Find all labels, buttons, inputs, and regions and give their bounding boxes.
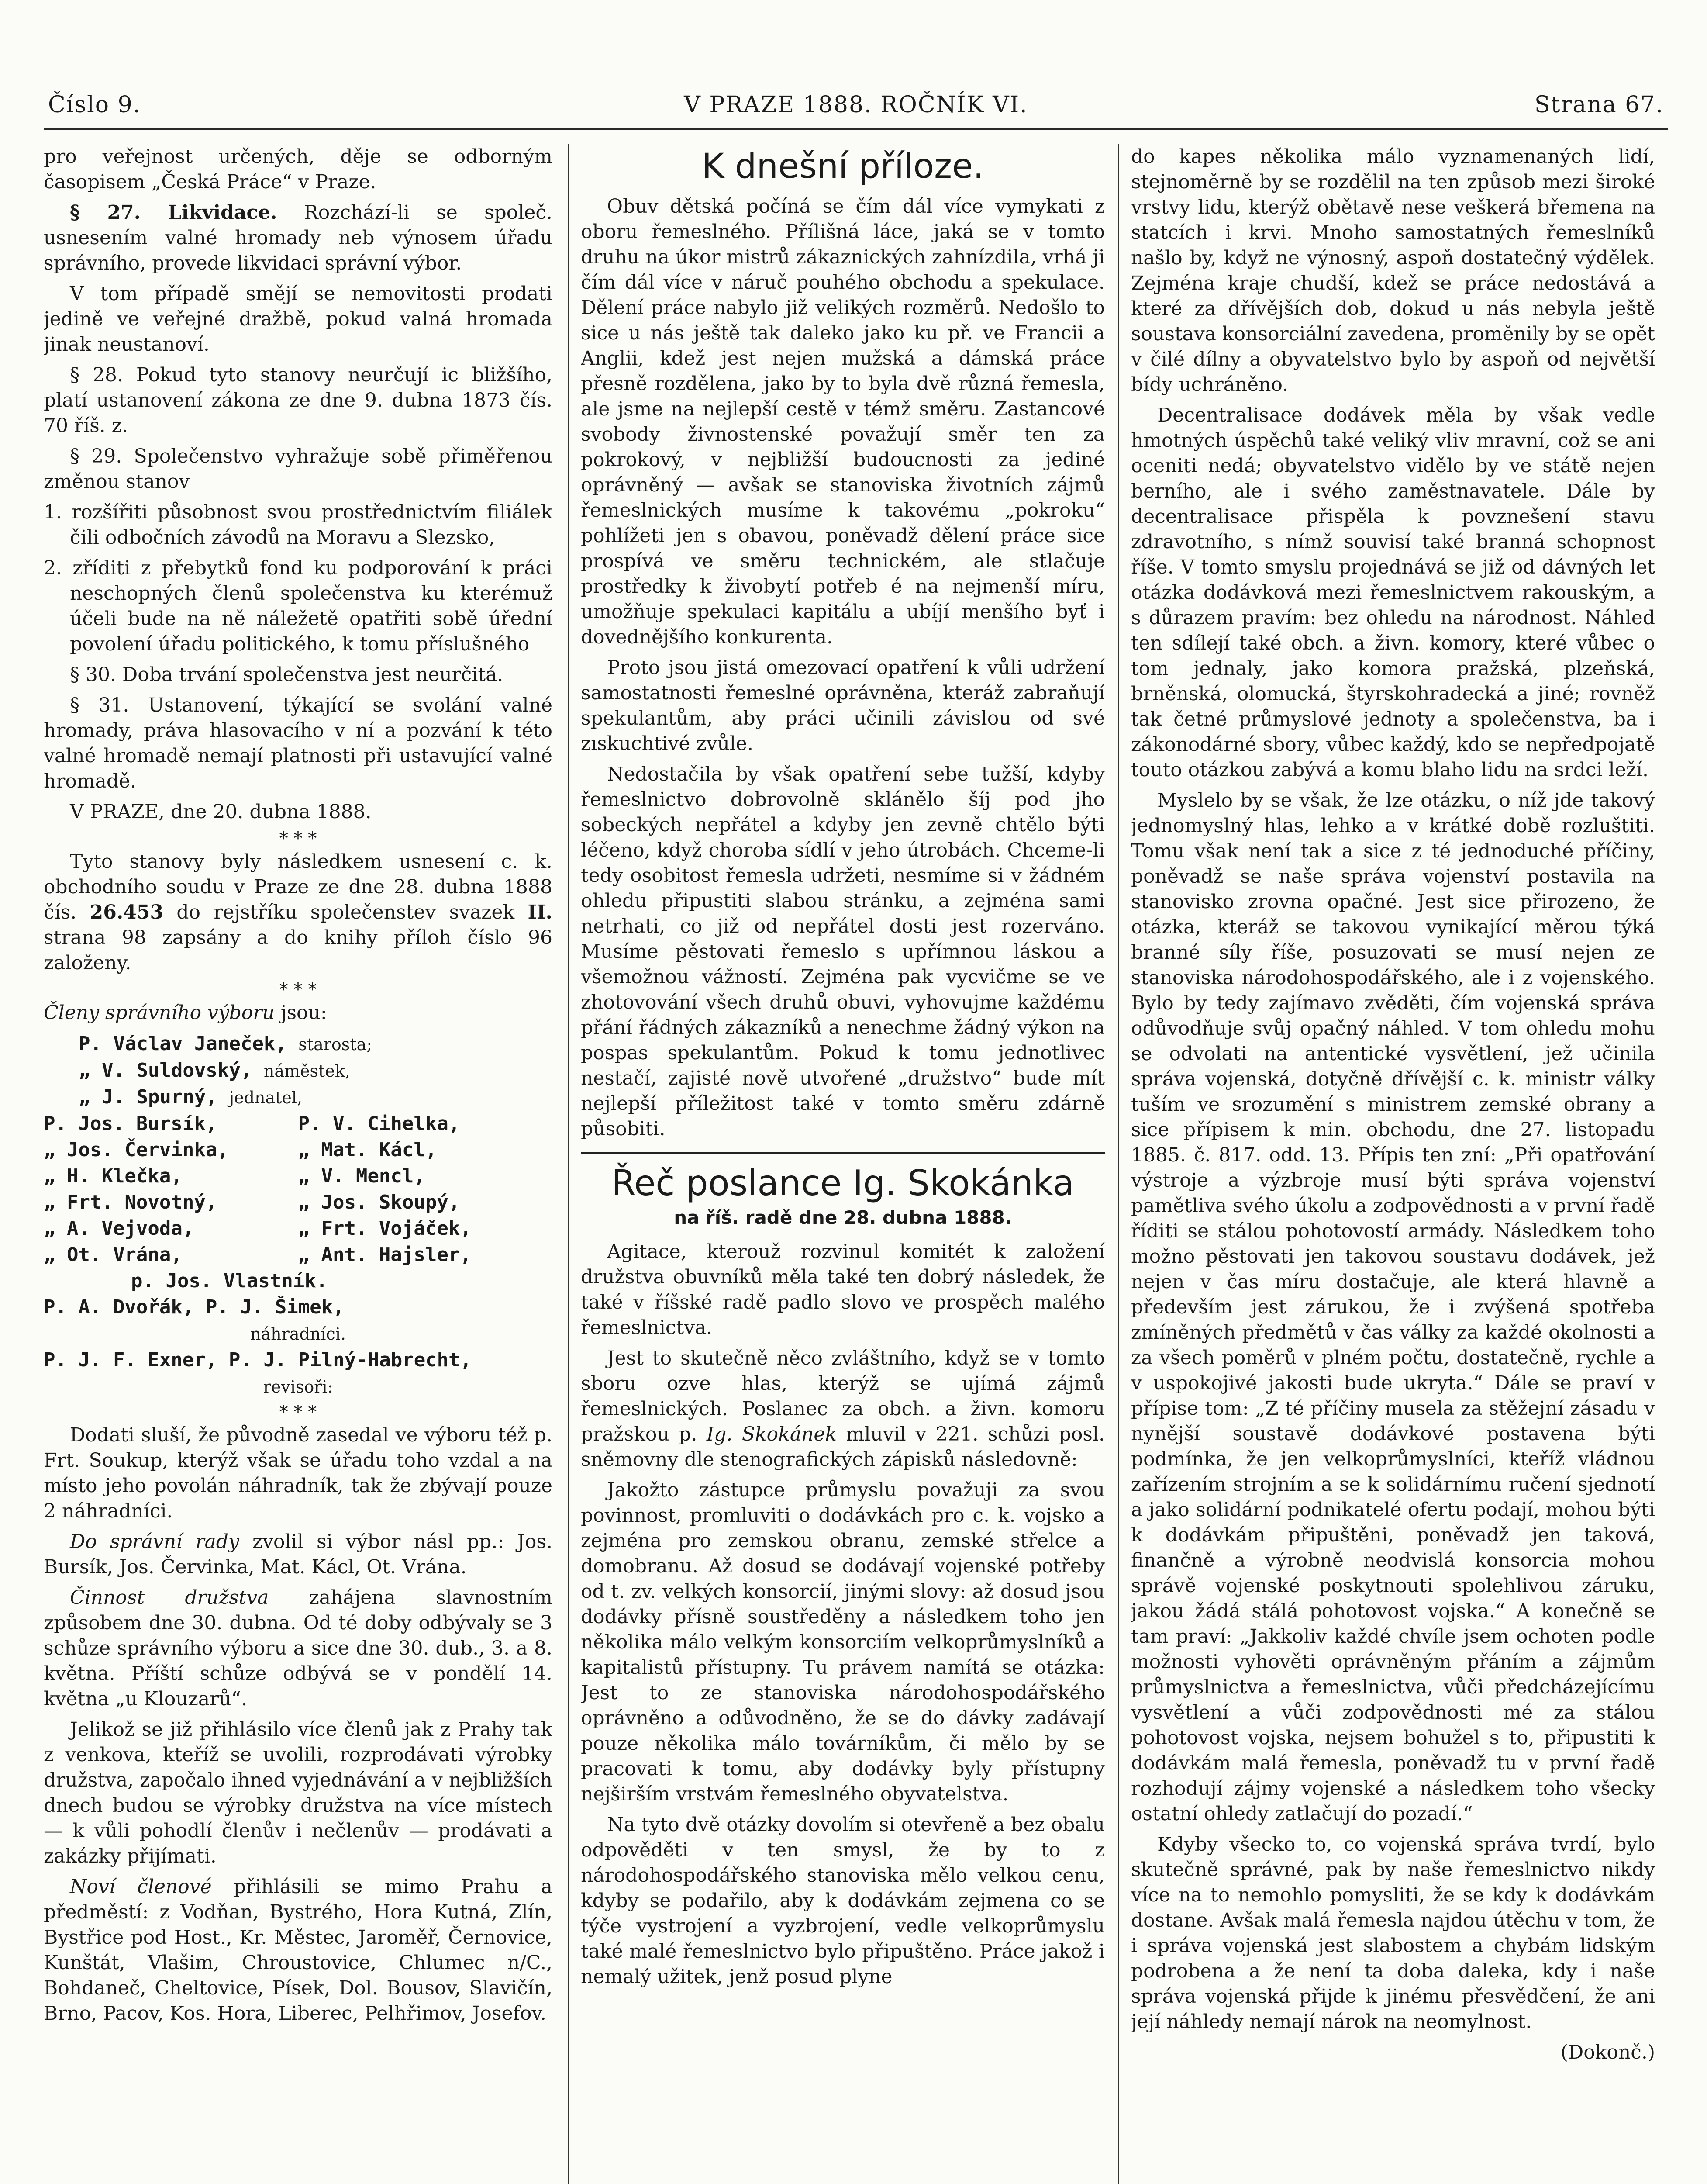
member-name: „ Ant. Hajsler, <box>298 1244 472 1266</box>
column-2 <box>581 144 1105 2184</box>
member-pair <box>44 1163 552 1189</box>
text: přihlásili se mimo Prahu a předměstí: z Vodňan, Bystrého, Hora Kutná, Zlín, Bystřice pod Host., Kr. Městec, Jaroměř, Černovice, Kunštát, Vlašim, Chroustovice, Chlumec n/C., Bohdaneč, Cheltovice, Písek, Dol. Bousov, Slavičín, Brno, Pacov, Kos. Hora, Liberec, Pelhřimov, Josefov. <box>44 1876 552 2025</box>
member-line <box>44 1031 552 1057</box>
member-name: „ H. Klečka, <box>44 1165 183 1187</box>
separator-stars: * * * <box>279 980 317 1000</box>
paragraph <box>581 1346 1105 1472</box>
paragraph-27 <box>44 200 552 276</box>
member-line: p. Jos. Vlastník. <box>131 1270 328 1292</box>
masthead-date: V PRAZE 1888. ROČNÍK VI. <box>684 92 1028 118</box>
text: jsou: <box>280 1002 327 1024</box>
registration-number: 26.453 <box>90 901 164 923</box>
paragraph: Agitace, kterouž rozvinul komitét k založení družstva obuvníků měla také ten dobrý následek, že také v říšské radě padlo slovo ve prospěch malého řemeslnictva. <box>581 1241 1105 1339</box>
member-role: náměstek, <box>263 1061 350 1081</box>
text: do rejstříku společenstev svazek <box>176 901 515 923</box>
auditors-line: P. J. F. Exner, P. J. Pilný-Habrecht, <box>44 1349 472 1371</box>
separator-stars: * * * <box>279 1402 317 1422</box>
paragraph: Proto jsou jistá omezovací opatření k vůli udržení samostatnosti řemeslné oprávněna, kteráž zabraňují spekulantům, aby práci učinili závislou od své zıskuchtivé zvůle. <box>581 657 1105 755</box>
speech-subtitle: na říš. radě dne 28. dubna 1888. <box>674 1207 1012 1228</box>
paragraph <box>44 1874 552 2026</box>
member-pair <box>44 1189 552 1216</box>
column-divider-2 <box>1118 144 1119 2184</box>
paragraph <box>44 1585 552 1712</box>
member-name: „ Mat. Kácl, <box>298 1139 437 1161</box>
to-be-continued: (Dokonč.) <box>1560 2041 1655 2063</box>
text: strana 98 zapsány a do knihy příloh číslo 96 založeny. <box>44 926 552 974</box>
member-name: „ A. Vejvoda, <box>44 1217 194 1240</box>
alternates-note <box>44 1320 552 1347</box>
list-item: 2. zříditi z přebytků fond ku podporování k práci neschopných členů společenstva ku kterémuž účeli bude na ně náležetě opatřiti sobě úřední povolení úřadu politického, k tomu příslušného <box>44 557 552 655</box>
list-item: 1. rozšířiti působnost svou prostřednictvím filiálek čili odbočních závodů na Moravu a Slezsko, <box>44 501 552 549</box>
paragraph: Jelikož se již přihlásilo více členů jak z Prahy tak z venkova, kteříž se uvolili, rozprodávati výrobky družstva, započalo ihned vyjednávání a v nejbližších dnech budou se výrobky družstva na více místech — k vůli pohodlí členův i nečlenův — prodávati a zakázky přijímati. <box>44 1718 552 1867</box>
paragraph <box>44 1529 552 1580</box>
paragraph: do kapes několika málo vyznamenaných lidí, stejnoměrně by se rozdělil na ten způsob mezi široké vrstvy lidu, kterýž obětavě nese veškerá břemena na statcích i krvi. Mnoho samostatných řemeslníků našlo by, když ne výnosný, aspoň dostatečný výdělek. Zejména kraje chudší, kdež se práce nedostává a které za dřívějších dob, dokud u nás nebyla ještě soustava konsorciální zavedena, proměnily by se opět v čilé dílny a obyvatelstvo bylo by aspoň od největší bídy uchráněno. <box>1131 145 1655 396</box>
paragraph: § 31. Ustanovení, týkající se svolání valné hromady, práva hlasovacího v ní a pozvání k této valné hromadě nemají platnosti při ustavující valné hromadě. <box>44 694 552 792</box>
text: mluvil v 221. schůzi posl. sněmovny dle stenografických zápisků následovně: <box>581 1423 1105 1471</box>
members-heading <box>44 1000 552 1026</box>
member-name: „ J. Spurný, <box>79 1086 217 1108</box>
member-role: starosta; <box>298 1035 372 1054</box>
paragraph-text: Rozchází-li se společ. usnesením valné hromady neb výnosem úřadu správního, provede likvidaci správní výbor. <box>44 201 552 274</box>
paragraph: Myslelo by se však, že lze otázku, o níž jde takový jednomyslný hlas, lehko a v krátké době rozluštiti. Tomu však není tak a sice z té jednoduché příčiny, poněvadž se naše správa vojenství postavila na stanovisko zrovna opačné. Jest sice přirozeno, že otázka, kteráž se takovou vynikající měrou týká branné síly říše, posuzovati se musí nejen ze stanoviska národohospodářského, ale i z vojenského. Bylo by tedy zajímavo zvěděti, čím vojenská správa odůvodňuje svůj opačný náhled. V tom ohledu mohu se odvolati na antentické vysvětlení, jež učinila správa vojenská, dotyčně dřívější c. k. ministr války tuším ve srozumění s ministrem zemské obrany a sice přípisem k min. obchodu, dne 27. listopadu 1885. č. 817. odd. 13. Přípis ten zní: „Při opatřování výstroje a výzbroje musí býti správa vojenství pamětliva svého úkolu a zodpovědnosti a v první řadě říditi se stálou pohotovostí armády. Následkem toho možno pěstovati jen takovou soustavu dodávek, jež nejen v čas míru dostačuje, ale která hlavně a především jest zárukou, že i zvýšená spotřeba zmíněných předmětů v čas války za každé okolnosti a za všech poměrů v plném počtu, dostatečně, rychle a v uspokojivé jakosti bude ukryta.“ Dále se praví v přípise tom: „Z té příčiny musela za stěžejní zásadu v nynější soustavě dodávkové postavena býti podmínka, že jen velkoprůmyslníci, kteříž vládnou zařízením strojním a se k solidárnímu ručení sjednotí a jako solidární podnikatelé ofertu podají, mohou býti k dodávkám připuštěni, poněvadž jen taková, finančně a výrobně neodvislá konsorcia mohou správě vojenské poskytnouti spolehlivou záruku, jakou žádá stálá pohotovost vojska.“ A konečně se tam praví: „Jakkoliv každé chvíle jsem ochoten podle možnosti vyhověti oprávněným přáním a zájmům průmyslnictva a řemeslnictva, vůči předcházejícímu vysvětlení a vůči zodpovědnosti mé za stálou pohotovost vojska, nejsem bohužel s to, připustiti k dodávkám malá řemesla, poněvadž tu v první řadě rozhodují zájmy vojenské a následkem toho všecky ostatní ohledy zatlačují do pozadí.“ <box>1131 789 1655 1825</box>
member-pair <box>44 1137 552 1163</box>
member-name: „ Ot. Vrána, <box>44 1244 183 1266</box>
page-number: Strana 67. <box>1534 92 1664 118</box>
clause-list <box>44 500 552 657</box>
paragraph: Jakožto zástupce průmyslu považuji za svou povinnost, promluviti o dodávkách pro c. k. vojsko a zejména pro zemskou obranu, zemské střelce a domobranu. Až dosud se dodávají vojenské potřeby od t. zv. velkých konsorcií, jinými slovy: až dosud jsou dodávky přísně soustředěny a následkem toho jen několika málo velkým konsorciím velkoprůmyslníků a kapitalistů přístupny. Tu právem namítá se otázka: Jest to ze stanoviska národohospodářského oprávněno a odůvodněno, že se do dávky zadávají pouze několika málo továrníkům, či mělo by se pracovati k tomu, aby dodávky byly přístupny nejširším vrstvám řemeslného obyvatelstva. <box>581 1479 1105 1805</box>
member-pair <box>44 1242 552 1268</box>
paragraph: § 28. Pokud tyto stanovy neurčují ic bližšího, platí ustanovení zákona ze dne 9. dubna 1873 čís. 70 říš. z. <box>44 364 552 437</box>
member-pair <box>44 1111 552 1137</box>
section-heading: § 27. Likvidace. <box>70 201 277 224</box>
note: náhradníci. <box>250 1324 346 1344</box>
text: Jest to skutečně něco zvláštního, když se v tomto sboru ozve hlas, kterýž se ujímá zájmů řemeslnických. Poslanec za obch. a živn. komoru pražskou p. <box>581 1347 1105 1445</box>
paragraph: Na tyto dvě otázky dovolím si otevřeně a bez obalu odpověděti v ten smysl, že by to z národohospodářského stanoviska mělo velkou cenu, kdyby se podařilo, aby k dodávkám zejmena co se týče vystrojení a vyzbrojení, vedle velkoprůmyslu také malé řemeslnictvo bylo připuštěno. Práce jakož i nemalý užitek, jenž posud plyne <box>581 1814 1105 1988</box>
alternates-line: P. A. Dvořák, P. J. Šimek, <box>44 1296 345 1318</box>
article-title: K dnešní příloze. <box>702 147 984 186</box>
volume-number: II. <box>528 901 552 923</box>
emphasis: Noví členové <box>70 1876 212 1898</box>
text: zahájena slavnostním způsobem dne 30. dubna. Od té doby odbývaly se 3 schůze správního výboru a sice dne 30. dub., 3. a 8. května. Příští schůze odbývá se v pondělí 14. května „u Klouzarů“. <box>44 1586 552 1710</box>
paragraph: pro veřejnost určených, děje se odborným časopisem „Česká Práce“ v Praze. <box>44 145 552 193</box>
member-name: „ Jos. Červinka, <box>44 1139 229 1161</box>
paragraph: § 29. Společenstvo vyhražuje sobě přiměřenou změnou stanov <box>44 445 552 493</box>
member-name: „ V. Mencl, <box>298 1165 425 1187</box>
member-name: „ Jos. Skoupý, <box>298 1191 460 1213</box>
member-name: P. Václav Janeček, <box>79 1033 287 1055</box>
member-name: „ V. Suldovský, <box>79 1059 252 1082</box>
header-rule <box>44 128 1668 130</box>
column-divider-1 <box>568 144 569 2184</box>
speech-title: Řeč poslance Ig. Skokánka <box>611 1163 1074 1203</box>
paragraph: Nedostačila by však opatření sebe tužší, kdyby řemeslnictvo dobrovolně sklánělo šíj pod jho sobeckých nepřátel a kdyby jen zevně chtělo býti léčeno, když choroba sídlí v jeho útrobách. Chceme-li tedy osobitost řemesla udržeti, nesmíme si v žádném ohledu připustiti slabou stránku, a zejména sami netrhati, co již od nepřátel dosti jest rozerváno. Musíme pěstovati řemeslo s upřímnou láskou a všemožnou vážností. Zejména pak vycvičme se ve zhotovování všech druhů obuvi, vyhovujme každému přání řádných zákazníků a nenechme žádný výkon na pospas spekulantům. Pokud k tomu jednotlivec nestačí, zajisté nově utvořené „družstvo“ bude mít nejlepší příležitost také v tomto směru zdárně působiti. <box>581 763 1105 1140</box>
text: Tyto stanovy byly následkem usnesení c. k. obchodního soudu v Praze ze dne 28. dubna 1888 čís. <box>44 850 552 923</box>
paragraph: § 30. Doba trvání společenstva jest neurčitá. <box>70 663 503 686</box>
speaker-name: Ig. Skokánek <box>706 1423 837 1445</box>
paragraph: Decentralisace dodávek měla by však vedle hmotných úspěchů také veliký vliv mravní, což se ani oceniti nedá; obyvatelstvo vidělo by ve státě nejen berního, ale i svého zaměstnavatele. Dále by decentralisace přispěla k povznešení stavu zdravotního, s nímž souvisí také branná schopnost říše. V tomto smyslu projednává se již od dávných let otázka dodávková mezi řemeslnictvem rakouským, a s důrazem pravím: bez ohledu na národnost. Náhled ten sdílejí také obch. a živn. komory, které vůbec o tom jednaly, jako komora pražská, plzeňská, brněnská, olomucká, štyrskohradecká a jiné; rovněž tak četné průmyslové jednoty a společenstva, ba i zákonodárné sbory, vůbec každý, kdo se nepředpojatě touto otázkou zabývá a komu blaho lidu na srdci leží. <box>1131 404 1655 781</box>
paragraph: V tom případě smějí se nemovitosti prodati jedině ve veřejné dražbě, pokud valná hromada jinak neustanoví. <box>44 283 552 356</box>
member-role: jednatel, <box>229 1088 303 1107</box>
paragraph: Obuv dětská počíná se čím dál více vymykati z oboru řemeslného. Přílišná láce, jaká se v tomto druhu na úkor mistrů zákaznických zahnízdila, vrhá ji čím dál více v náruč pouhého obchodu a spekulace. Dělení práce nabylo již velikých rozměrů. Nedošlo to sice u nás ještě tak daleko jako ku př. ve Francii a Anglii, kdež jest nejen mužská a dámská práce přesně rozdělena, jako by to byla dvě různá řemesla, ale jsme na nejlepší cestě v témž směru. Zastancové svobody živnostenské považují směr ten za pokrokový, v nejbližší budoucnosti za jediné oprávněný — avšak se stanoviska životních zájmů řemeslnických musíme k takovému „pokroku“ pohlížeti jen s obavou, poněvadž dělení práce sice prospívá ve směru technickém, ale stlačuje prostředky k živobytí potřeb é na nejmenší míru, umožňuje spekulaci kapitálu a ubíjí menšího byť i dovednějšího konkurenta. <box>581 195 1105 648</box>
member-name: P. Jos. Bursík, <box>44 1113 217 1135</box>
issue-number: Číslo 9. <box>48 92 141 118</box>
separator-stars: * * * <box>279 829 317 849</box>
registration-paragraph <box>44 849 552 976</box>
member-line <box>44 1084 552 1111</box>
page-header <box>48 92 1664 118</box>
paragraph: Kdyby všecko to, co vojenská správa tvrdí, bylo skutečně správné, pak by naše řemeslnictvo nikdy více na to nemohlo pomysliti, že se kdy k dodávkám dostane. Avšak malá řemesla najdou útěchu v tom, že i správa vojenská jest slabostem a chybám lidským podrobena a že není ta doba daleka, kdy i naše správa vojenská přijde k jinému přesvědčení, že ani její náhledy nemají nárok na neomylnost. <box>1131 1833 1655 2033</box>
auditors-note <box>44 1373 552 1400</box>
paragraph: Dodati sluší, že původně zasedal ve výboru též p. Frt. Soukup, kterýž však se úřadu toho vzdal a na místo jeho povolán náhradník, tak že zbývají pouze 2 náhradníci. <box>44 1424 552 1522</box>
members-heading-text: Členy správního výboru <box>44 1002 275 1024</box>
text: zvolil si výbor násl pp.: Jos. Bursík, Jos. Červinka, Mat. Kácl, Ot. Vrána. <box>44 1531 552 1578</box>
column-1 <box>44 144 552 2184</box>
member-line <box>44 1057 552 1084</box>
article-separator <box>581 1152 1105 1154</box>
date-line: V PRAZE, dne 20. dubna 1888. <box>70 801 372 823</box>
member-name: „ Frt. Vojáček, <box>298 1217 472 1240</box>
member-name: P. V. Cihelka, <box>298 1113 460 1135</box>
column-3 <box>1131 144 1655 2184</box>
note: revisoři: <box>263 1377 333 1396</box>
emphasis: Činnost družstva <box>70 1586 269 1609</box>
member-pair <box>44 1216 552 1242</box>
emphasis: Do správní rady <box>70 1531 239 1553</box>
member-name: „ Frt. Novotný, <box>44 1191 217 1213</box>
